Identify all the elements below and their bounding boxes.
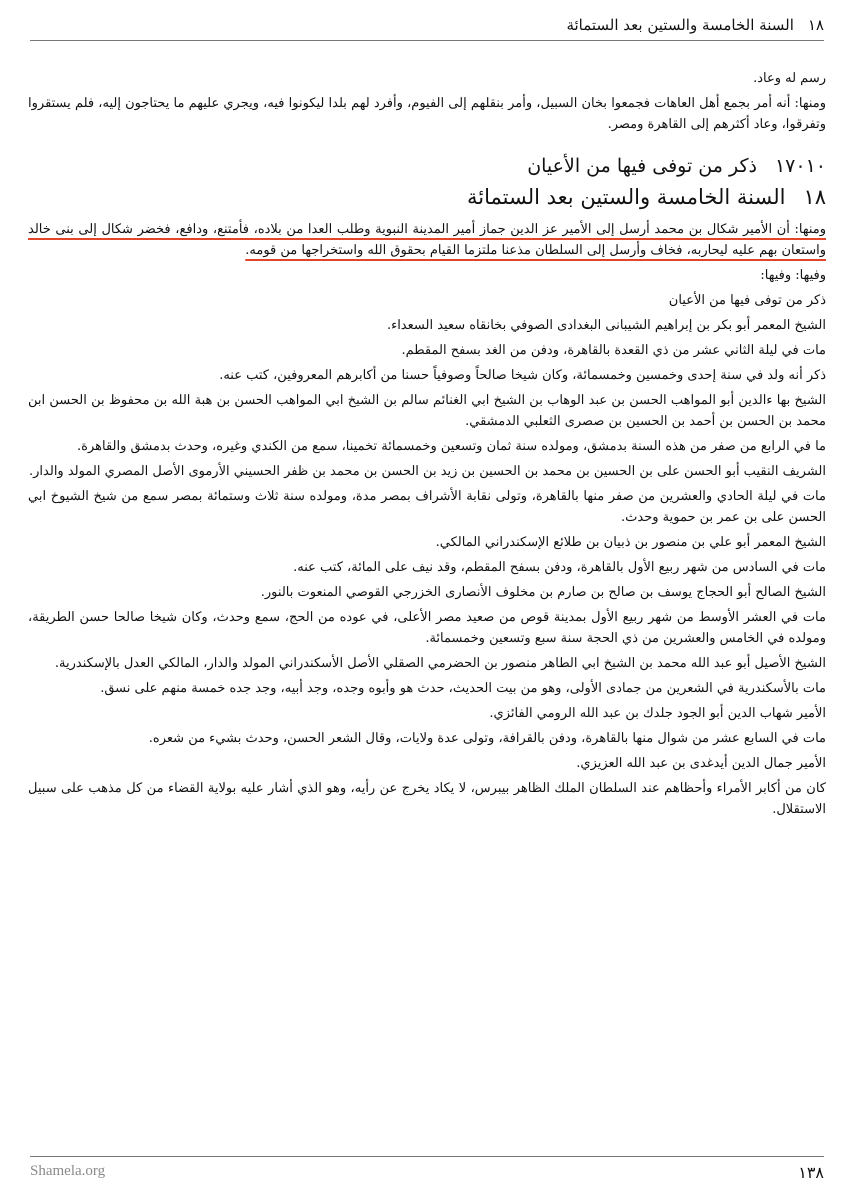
entry: الشيخ المعمر أبو علي بن منصور بن ذبيان بن طلائع الإسكندراني المالكي. — [435, 535, 826, 550]
section-number: ١٧٠١٠ — [774, 155, 826, 177]
footer-page-number: ١٣٨ — [798, 1163, 824, 1182]
entry: مات بالأسكندرية في الشعرين من جمادى الأولى، وهو من بيت الحديث، حدث هو وأبوه وجده، وجد أبيه، وجد جده خمسة منهم على نسق. — [100, 681, 826, 696]
entry: ما في الرابع من صفر من هذه السنة بدمشق، ومولده سنة ثمان وتسعين وخمسمائة تخمينا، سمع من الكندي وغيره، وحدث بدمشق والقاهرة. — [77, 439, 826, 454]
entry: مات في ليلة الثاني عشر من ذي القعدة بالقاهرة، ودفن من الغد بسفح المقطم. — [401, 343, 826, 358]
highlighted-paragraph — [28, 219, 826, 261]
entry: الأمير شهاب الدين أبو الجود جلدك بن عبد الله الرومي الفائزي. — [489, 706, 826, 721]
entry: الشريف النقيب أبو الحسن على بن الحسين بن محمد بن الحسين بن زيد بن الحسن بن محمد بن ظفر الحسيني الأرموى الأصل المصري المولد والدار. — [29, 464, 826, 479]
year-heading-text: السنة الخامسة والستين بعد الستمائة — [467, 185, 786, 209]
entry: الشيخ الصالح أبو الحجاج يوسف بن صالح بن صارم بن مخلوف الأنصارى الخزرجي القوصي المنعوت بالنور. — [260, 585, 826, 600]
header-title: السنة الخامسة والستين بعد الستمائة — [566, 16, 794, 34]
page-header — [30, 14, 824, 41]
entry: مات في السادس من شهر ربيع الأول بالقاهرة، ودفن بسفح المقطم، وقد نيف على المائة، كتب عنه. — [293, 560, 826, 575]
entry: الشيخ الأصيل أبو عبد الله محمد بن الشيخ ابي الطاهر منصور بن الحضرمي الصقلي الأصل الأسكندراني المولد والدار، المالكي العدل بالإسكندرية. — [54, 656, 826, 671]
header-page-number: ١٨ — [807, 16, 824, 34]
entry: كان من أكابر الأمراء وأحظاهم عند السلطان الملك الظاهر بيبرس، لا يكاد يخرج عن رأيه، وهو الذي أشار عليه بولاية القضاء من كل مذهب على سبيل الاستقلال. — [28, 781, 826, 817]
section-heading — [28, 151, 826, 181]
year-heading — [28, 181, 826, 213]
entry: ذكر من توفى فيها من الأعيان — [668, 293, 826, 308]
entry: وفيها: وفيها: — [760, 268, 826, 283]
paragraph: ومنها: أنه أمر بجمع أهل العاهات فجمعوا بخان السبيل، وأمر بنقلهم إلى الفيوم، وأفرد لهم بلدا ليكونوا فيه، ويجري عليهم ما يحتاجون إليه، فلم يستقروا وتفرقوا، وعاد أكثرهم إلى القاهرة ومصر. — [28, 96, 826, 132]
page-body — [28, 68, 826, 824]
entry: مات في ليلة الحادي والعشرين من صفر منها بالقاهرة، وتولى نقابة الأشراف بمصر مدة، ومولده سنة ثلاث وستمائة بمصر سمع من شيخ الشيوخ ابي الحسن على بن عمر بن حموية وحدث. — [28, 489, 826, 525]
entry: الأمير جمال الدين أيدغدى بن عبد الله العزيزي. — [576, 756, 826, 771]
section-heading-text: ذكر من توفى فيها من الأعيان — [527, 155, 757, 177]
entry: مات في العشر الأوسط من شهر ربيع الأول بمدينة قوص من صعيد مصر الأعلى، في عوده من الحج، سمع وحدث، وكان شيخا صالحا حسن الطريقة، ومولده في الخامس والعشرين من ذي الحجة سنة سبع وتسعين وخمسمائة. — [28, 610, 826, 646]
page-footer — [30, 1156, 824, 1182]
entry: الشيخ بها ءالدين أبو المواهب الحسن بن عبد الوهاب بن الشيخ ابي الغنائم سالم بن الشيخ ابي المواهب الحسن بن هبة الله بن محفوظ بن الحسن ابن محمد بن الحسن بن أحمد بن الحسين بن صصرى الثعلبي الدمشقي. — [28, 393, 826, 429]
underlined-text: ومنها: أن الأمير شكال بن محمد أرسل إلى الأمير عز الدين جماز أمير المدينة النبوية وطلب العدا من بلاده، فأمتنع، ودافع، فخضر شكال إلى بنى خالد واستعان بهم عليه ليحاربه، فخاف وأرسل إلى السلطان مذعنا ملتزما القيام بحقوق الله واستخراجها من قومه. — [28, 222, 826, 258]
paragraph: رسم له وعاد. — [753, 71, 826, 86]
entry: ذكر أنه ولد في سنة إحدى وخمسين وخمسمائة، وكان شيخا صالحاً وصوفياً حسنا من أكابرهم المعروفين، كتب عنه. — [219, 368, 826, 383]
entry: الشيخ المعمر أبو بكر بن إبراهيم الشيبانى البغدادى الصوفي بخانقاه سعيد السعداء. — [386, 318, 826, 333]
footer-site-link[interactable]: Shamela.org — [30, 1163, 106, 1179]
year-number: ١٨ — [803, 185, 826, 209]
entry: مات في السابع عشر من شوال منها بالقاهرة، ودفن بالقرافة، وتولى عدة ولايات، وقال الشعر الحسن، وحدث بشيء من شعره. — [148, 731, 826, 746]
